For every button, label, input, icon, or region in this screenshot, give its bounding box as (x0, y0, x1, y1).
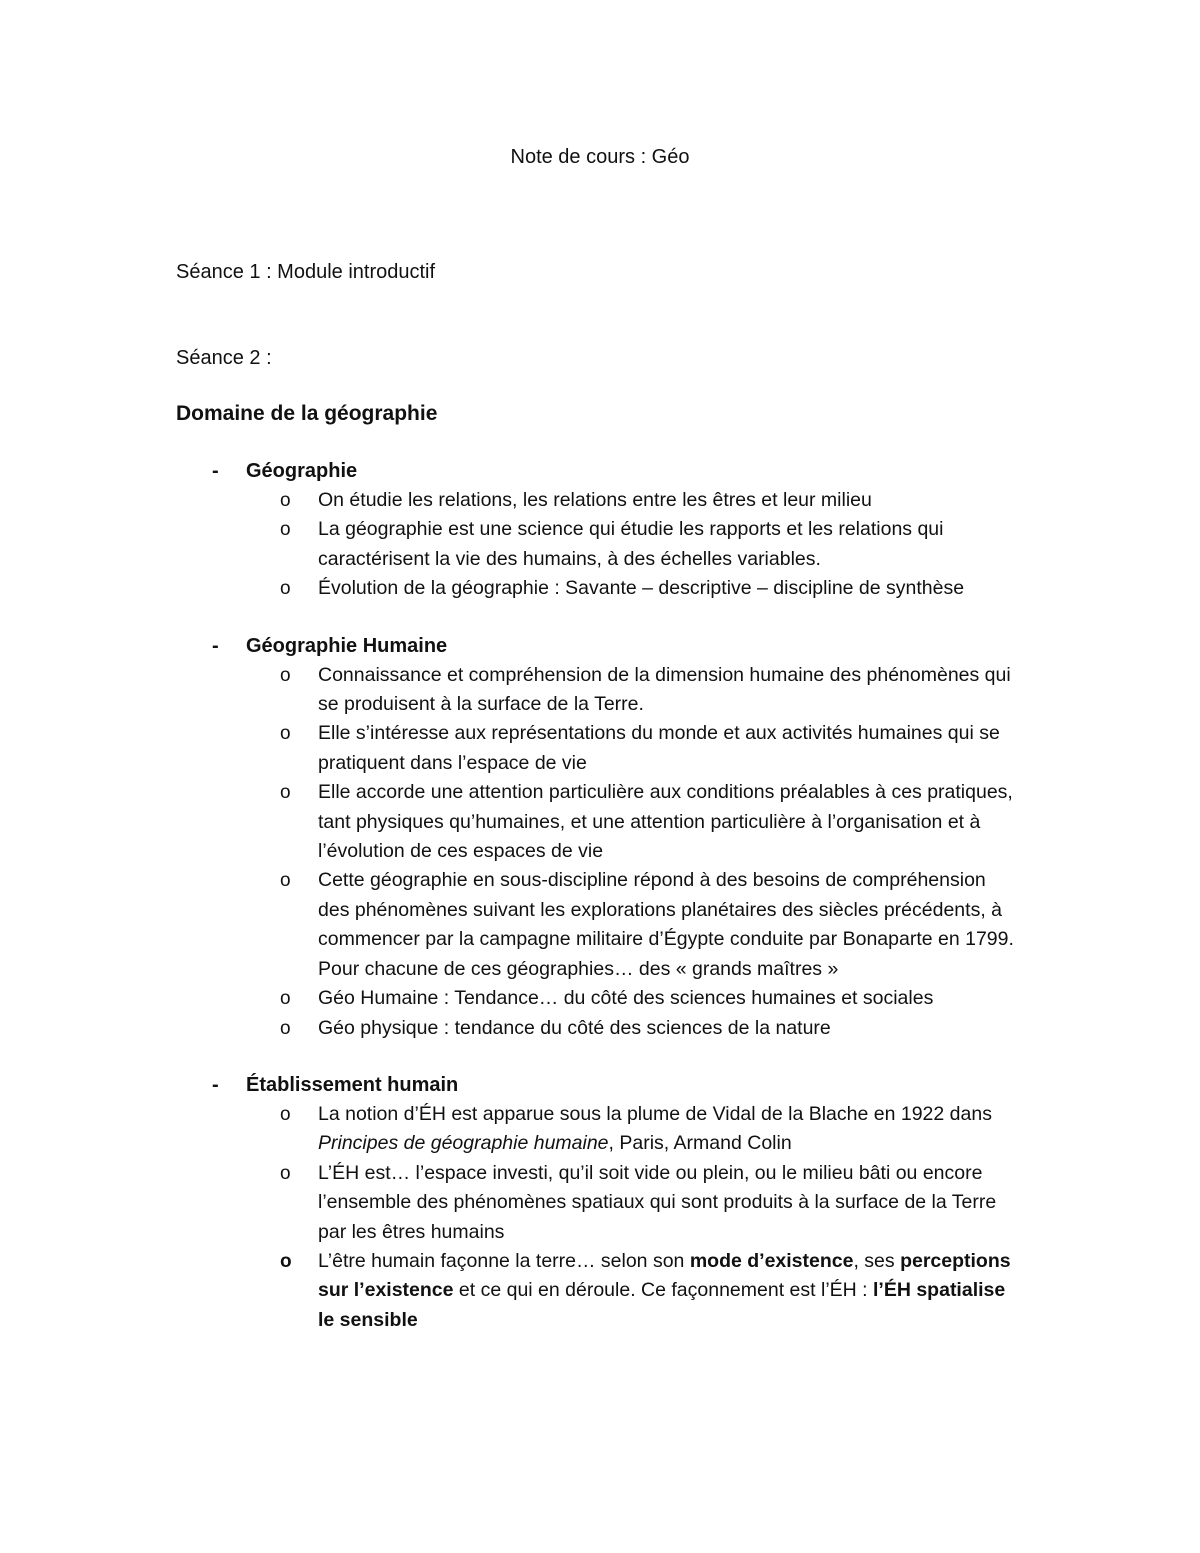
list-item (176, 515, 1018, 574)
list-item-text: La géographie est une science qui étudie les rapports et les relations qui caractérisent la vie des humains, à des échelles variables. (318, 518, 944, 570)
seance-1-line: Séance 1 : Module introductif (176, 261, 436, 283)
list-item-text-part: L’être humain façonne la terre… selon son (318, 1249, 690, 1272)
group-heading (176, 1071, 1056, 1100)
list-item-text-part: , Paris, Armand Colin (608, 1132, 792, 1155)
section-heading: Domaine de la géographie (176, 402, 438, 425)
list-item-text: Évolution de la géographie : Savante – descriptive – discipline de synthèse (318, 577, 965, 600)
emphasis-text: l’ÉH spatialise le sensible (318, 1279, 1006, 1331)
seance-2-line: Séance 2 : (176, 347, 272, 369)
circle-bullet-icon: o (280, 664, 291, 686)
list-item-text-part: La notion d’ÉH est apparue sous la plume de Vidal de la Blache en 1922 dans (318, 1102, 992, 1125)
outline-group-geographie (176, 457, 1056, 604)
group-heading (176, 632, 1056, 661)
outline-content (176, 457, 1056, 1363)
circle-bullet-icon: o (280, 1017, 291, 1039)
circle-bullet-icon: o (280, 1103, 291, 1125)
list-item (176, 661, 1018, 720)
list-item (176, 719, 1018, 778)
list-item-text-part: , ses (853, 1249, 901, 1272)
dash-bullet: - (212, 1073, 219, 1096)
circle-bullet-icon: o (280, 1250, 292, 1272)
list-item-text: L’ÉH est… l’espace investi, qu’il soit vide ou plein, ou le milieu bâti ou encore l’ensemble des phénomènes spatiaux qui sont produits à la surface de la Terre par les êtres humains (318, 1161, 997, 1243)
list-item (176, 1159, 1018, 1247)
circle-bullet-icon: o (280, 490, 291, 511)
list-item-text: Elle s’intéresse aux représentations du monde et aux activités humaines qui se pratiquent dans l’espace de vie (318, 722, 1000, 774)
group-heading-text: Établissement humain (246, 1073, 459, 1096)
circle-bullet-icon: o (280, 519, 291, 541)
list-item-text: Cette géographie en sous-discipline répond à des besoins de compréhension des phénomènes suivant les explorations planétaires des siècles précédents, à commencer par la campagne militaire d’Égypte conduite par Bonaparte en 1799. Pour chacune de ces géographies… des « grands maîtres » (318, 869, 1014, 980)
list-item (176, 984, 1018, 1013)
sub-list (176, 1100, 1056, 1335)
sub-list (176, 661, 1056, 1043)
list-item-text: Elle accorde une attention particulière aux conditions préalables à ces pratiques, tant physiques qu’humaines, et une attention particulière à l’organisation et à l’évolution de ces espaces de vie (318, 781, 1013, 863)
list-item-text: Géo Humaine : Tendance… du côté des sciences humaines et sociales (318, 987, 934, 1010)
list-item (176, 1247, 1018, 1335)
dash-bullet: - (212, 634, 219, 657)
circle-bullet-icon: o (280, 870, 291, 892)
list-item-text: On étudie les relations, les relations entre les êtres et leur milieu (318, 489, 872, 511)
group-heading (176, 457, 1056, 486)
dash-bullet: - (212, 460, 219, 482)
emphasis-text: mode d’existence (689, 1249, 854, 1272)
list-item-text: Géo physique : tendance du côté des sciences de la nature (318, 1016, 831, 1039)
list-item (176, 1014, 1018, 1043)
group-heading-text: Géographie Humaine (246, 634, 448, 657)
list-item (176, 866, 1018, 984)
circle-bullet-icon: o (280, 988, 291, 1010)
circle-bullet-icon: o (280, 578, 291, 600)
book-title: Principes de géographie humaine (318, 1132, 609, 1155)
document-title: Note de cours : Géo (510, 146, 690, 168)
sub-list (176, 486, 1056, 604)
list-item-text-part: et ce qui en déroule. Ce façonnement est l’ÉH : (453, 1279, 873, 1302)
list-item (176, 778, 1018, 866)
list-item-text: Connaissance et compréhension de la dimension humaine des phénomènes qui se produisent à la surface de la Terre. (318, 663, 1011, 716)
list-item (176, 1100, 1018, 1159)
list-item (176, 574, 1018, 603)
circle-bullet-icon: o (280, 1162, 291, 1184)
outline-group-etablissement-humain (176, 1071, 1056, 1335)
group-heading-text: Géographie (246, 460, 358, 482)
circle-bullet-icon: o (280, 782, 291, 804)
circle-bullet-icon: o (280, 723, 291, 745)
emphasis-text: perceptions sur l’existence (318, 1249, 1011, 1302)
list-item (176, 486, 1018, 515)
outline-group-geographie-humaine (176, 632, 1056, 1043)
